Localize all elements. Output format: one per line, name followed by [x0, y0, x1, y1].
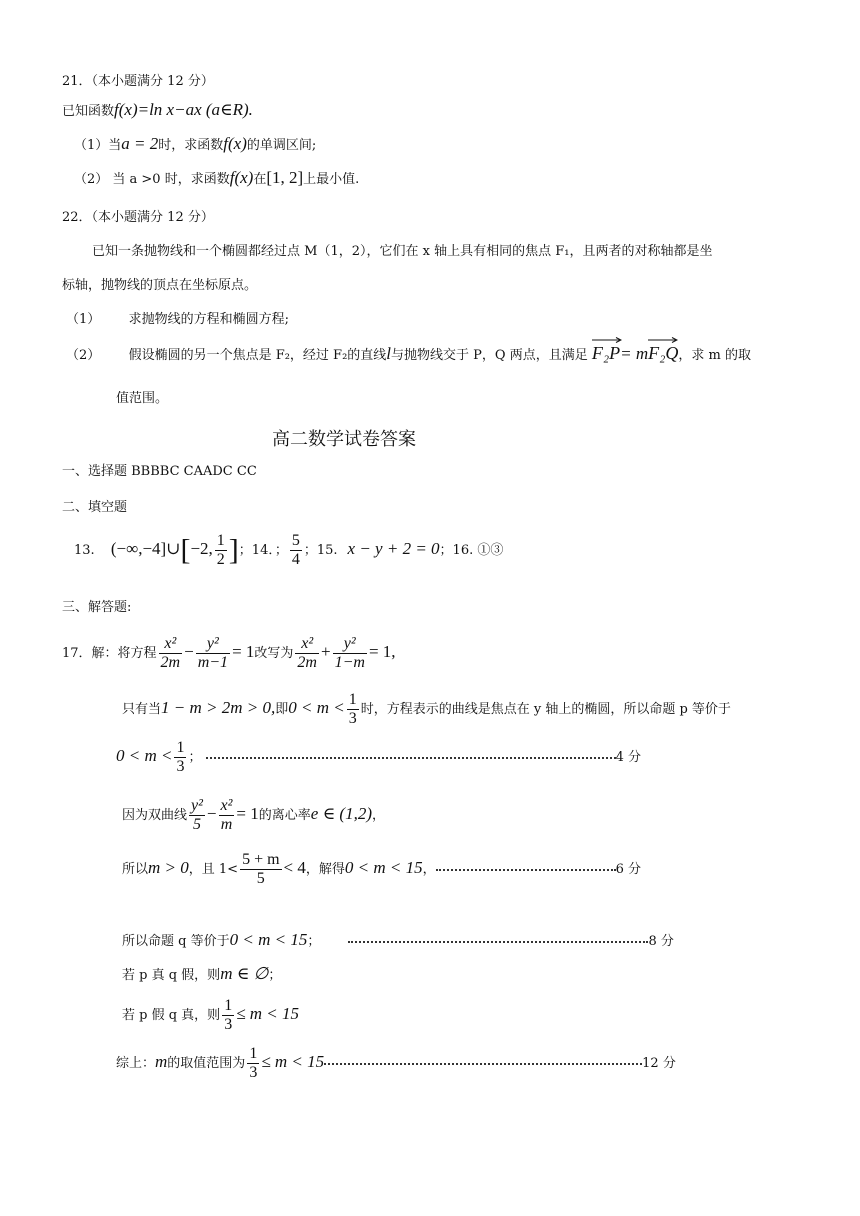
l2-ineq: 1 − m > 2m > 0, — [161, 698, 276, 717]
section-choice: 一、选择题 BBBBC CAADC CC — [62, 464, 257, 479]
vector-f2p: F₂P — [592, 343, 620, 364]
q21-part1-c: 的单调区间; — [246, 138, 317, 153]
frac-num: 5 + m — [242, 851, 280, 868]
frac-den: 3 — [348, 710, 357, 727]
equals-one: = 1 — [232, 642, 255, 661]
q22-stem-line1: 已知一条抛物线和一个椭圆都经过点 M（1，2），它们在 x 轴上具有相同的焦点 F₁，且两者的对称轴都是坐 — [92, 244, 713, 259]
frac-den: m — [219, 815, 235, 834]
q22-part2-line2: 值范围。 — [116, 391, 169, 406]
l2-b: 即 — [275, 702, 289, 717]
l2-c: 时，方程表示的曲线是焦点在 y 轴上的椭圆，所以命题 p 等价于 — [360, 702, 731, 717]
frac-num: x² — [220, 797, 233, 814]
frac-den: 2m — [160, 654, 181, 671]
l5-c: ，解得 — [305, 862, 345, 877]
l7-a: 若 p 真 q 假，则 — [122, 968, 221, 983]
l4-b: 的离心率 — [258, 808, 311, 823]
l3-semi: ； — [188, 750, 202, 765]
frac-num: x² — [301, 635, 314, 652]
frac-num: y² — [343, 635, 356, 652]
fill-answers — [74, 527, 503, 573]
q17-line6 — [122, 930, 674, 950]
l6-semi: ； — [307, 934, 321, 949]
fill-13-union: ∪ — [166, 539, 181, 558]
q22-header: 22．（本小题满分 12 分） — [62, 210, 214, 225]
q22-part2-text-b: 与抛物线交于 P，Q 两点，且满足 — [391, 348, 588, 363]
frac-num: y² — [191, 797, 203, 814]
l9-a: 综上： — [116, 1056, 156, 1071]
score-leader — [324, 1063, 642, 1065]
frac-den: 5 — [240, 869, 281, 888]
q17-line4 — [122, 792, 385, 838]
frac-num: 1 — [348, 691, 357, 708]
equals-one: = 1 — [236, 804, 259, 823]
q22-part2-l: l — [386, 344, 392, 363]
q21-part2 — [74, 168, 359, 188]
q22-stem-line2: 标轴，抛物线的顶点在坐标原点。 — [62, 278, 258, 293]
score-label: 4 分 — [615, 750, 642, 765]
q22-part2-num: （2） — [66, 348, 101, 363]
vector-arrow-icon — [592, 337, 622, 343]
answers-title: 高二数学试卷答案 — [272, 429, 416, 450]
q17-line7 — [122, 964, 281, 984]
q17-line3 — [116, 734, 641, 780]
fill-14-label: ；14．； — [238, 543, 288, 558]
l7-m: m ∈ ∅ — [220, 964, 269, 983]
q22-part2-eq: = m — [620, 344, 649, 363]
l4-c: ， — [371, 808, 385, 823]
l5-res: 0 < m < 15 — [344, 858, 423, 877]
l7-b: ； — [268, 968, 282, 983]
frac-num: 1 — [249, 1045, 258, 1062]
q21-part2-b: 在 — [253, 172, 267, 187]
frac-num: 5 — [291, 532, 300, 549]
fill-15-eq: x − y + 2 = 0 — [347, 539, 440, 558]
frac-den: 5 — [189, 815, 205, 834]
frac-den: 2m — [297, 654, 317, 671]
q17-line2 — [122, 686, 731, 732]
q22-part2 — [66, 343, 751, 364]
plus-sign: + — [320, 642, 331, 661]
l6-a: 所以命题 q 等价于 — [122, 934, 230, 949]
fill-13-num: 13. — [74, 543, 95, 558]
fill-13-interval-pre: −2, — [190, 539, 213, 558]
q17-line9 — [116, 1040, 676, 1086]
vector-arrow-icon — [648, 337, 678, 343]
l5-d: ， — [422, 862, 436, 877]
q21-stem — [62, 100, 253, 120]
score-label: 6 分 — [615, 862, 642, 877]
q21-part2-f: f(x) — [229, 168, 254, 187]
l4-e: e ∈ (1,2) — [310, 804, 372, 823]
equals-one: = 1, — [368, 642, 396, 661]
l8-a: 若 p 假 q 真，则 — [122, 1008, 221, 1023]
q21-part1-f: f(x) — [223, 134, 247, 153]
q21-part2-interval: [1, 2] — [266, 168, 304, 187]
q22-part2-text-a: 假设椭圆的另一个焦点是 F₂，经过 F₂的直线 — [128, 348, 387, 363]
l2-a: 只有当 — [122, 702, 162, 717]
frac-den: 2 — [216, 551, 225, 568]
q17-line5 — [122, 846, 641, 892]
l5-a: 所以 — [122, 862, 149, 877]
q17-mid: 改写为 — [254, 646, 294, 661]
left-bracket-icon: [ — [180, 533, 191, 567]
l6-ineq: 0 < m < 15 — [229, 930, 308, 949]
frac-den: m−1 — [197, 654, 229, 671]
minus-sign: − — [184, 642, 194, 661]
section-fill: 二、填空题 — [62, 500, 128, 515]
fill-16-label: ；16. ①③ — [439, 543, 504, 558]
q21-part1 — [74, 134, 316, 154]
score-label: 8 分 — [648, 934, 674, 949]
frac-num: 1 — [216, 532, 225, 549]
l5-lt: < 4 — [283, 858, 306, 877]
q17-line1 — [62, 630, 396, 676]
frac-num: y² — [206, 635, 219, 652]
q21-part2-c: 上最小值. — [303, 172, 360, 187]
q21-part1-eq: a = 2 — [121, 134, 159, 153]
q21-part1-a: （1）当 — [74, 138, 122, 153]
frac-den: 1−m — [334, 654, 365, 671]
q22-part1-num: （1） — [66, 312, 101, 327]
right-bracket-icon: ] — [228, 533, 239, 567]
l9-b: 的取值范围为 — [167, 1056, 246, 1071]
l9-ineq: ≤ m < 15 — [261, 1052, 325, 1071]
frac-den: 3 — [249, 1064, 258, 1081]
q22-part1-text: 求抛物线的方程和椭圆方程; — [128, 312, 289, 327]
q21-stem-prefix: 已知函数 — [62, 104, 115, 119]
l5-b: ，且 1< — [188, 862, 239, 877]
l5-m: m > 0 — [148, 858, 189, 877]
q22-part2-text-c: ，求 m 的取 — [678, 348, 751, 363]
q22-part1 — [66, 308, 289, 327]
frac-den: 3 — [224, 1016, 233, 1033]
score-leader — [348, 941, 648, 943]
l3-ineq: 0 < m < — [116, 746, 173, 765]
frac-num: 1 — [176, 739, 185, 756]
q21-part2-a: （2） 当 a >0 时，求函数 — [74, 172, 230, 187]
q21-stem-formula: f(x)=ln x−ax (a∈R). — [114, 100, 253, 119]
frac-num: x² — [164, 635, 177, 652]
score-leader — [206, 757, 616, 759]
frac-den: 4 — [291, 551, 300, 568]
score-label: 12 分 — [642, 1056, 676, 1071]
l9-m: m — [155, 1052, 168, 1071]
q21-header: 21．（本小题满分 12 分） — [62, 74, 214, 89]
l4-a: 因为双曲线 — [122, 808, 188, 823]
section-solve: 三、解答题: — [62, 600, 132, 615]
score-leader — [436, 869, 616, 871]
q21-part1-b: 时，求函数 — [158, 138, 224, 153]
frac-den: 3 — [176, 758, 185, 775]
fill-15-label: ；15. — [303, 543, 338, 558]
q17-head: 17．解：将方程 — [62, 646, 157, 661]
frac-num: 1 — [224, 997, 233, 1014]
minus-sign: − — [206, 804, 217, 823]
fill-13-interval-a: (−∞,−4] — [110, 539, 167, 558]
l2-ineq2: 0 < m < — [288, 698, 345, 717]
q17-line8 — [122, 992, 299, 1038]
vector-f2q: F₂Q — [648, 343, 678, 364]
l8-ineq: ≤ m < 15 — [236, 1004, 300, 1023]
